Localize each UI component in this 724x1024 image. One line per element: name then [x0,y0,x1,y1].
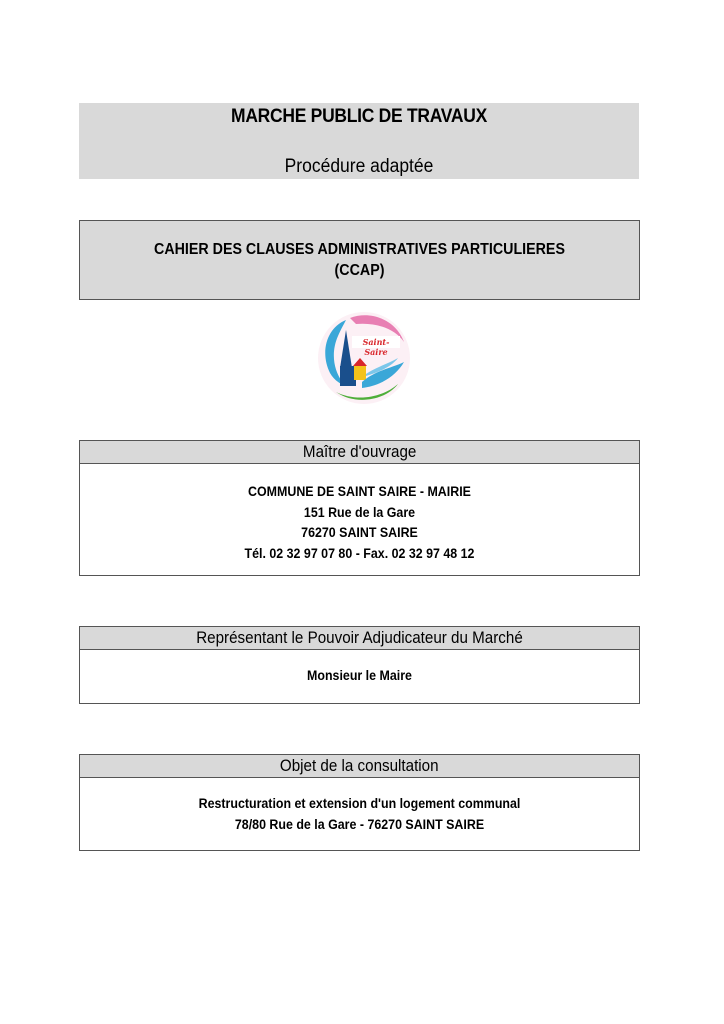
objet-address: 78/80 Rue de la Gare - 76270 SAINT SAIRE [234,816,485,832]
maitre-ouvrage-section [79,440,640,576]
document-header [79,103,639,179]
representant-details [80,650,639,687]
saint-saire-logo [316,308,412,408]
ccap-title-line1: CAHIER DES CLAUSES ADMINISTRATIVES PARTICULIERES [154,241,565,258]
maitre-ouvrage-details [80,464,639,564]
representant-section [79,626,640,704]
maitre-ouvrage-city: 76270 SAINT SAIRE [301,525,418,540]
maitre-ouvrage-heading: Maître d'ouvrage [80,441,639,464]
objet-description: Restructuration et extension d'un logement communal [198,796,521,811]
document-title: MARCHE PUBLIC DE TRAVAUX [231,106,487,127]
representant-heading: Représentant le Pouvoir Adjudicateur du Marché [80,627,639,650]
ccap-title-box [79,220,640,300]
representant-name: Monsieur le Maire [307,668,412,683]
objet-details [80,778,639,835]
ccap-title-line2: (CCAP) [334,262,385,279]
objet-heading: Objet de la consultation [80,755,639,778]
objet-section [79,754,640,851]
maitre-ouvrage-phone: Tél. 02 32 97 07 80 - Fax. 02 32 97 48 12 [244,545,475,561]
logo-text: Saint-Saire [362,337,390,357]
document-subtitle: Procédure adaptée [284,156,434,177]
maitre-ouvrage-name: COMMUNE DE SAINT SAIRE - MAIRIE [248,484,471,499]
maitre-ouvrage-street: 151 Rue de la Gare [303,504,416,520]
